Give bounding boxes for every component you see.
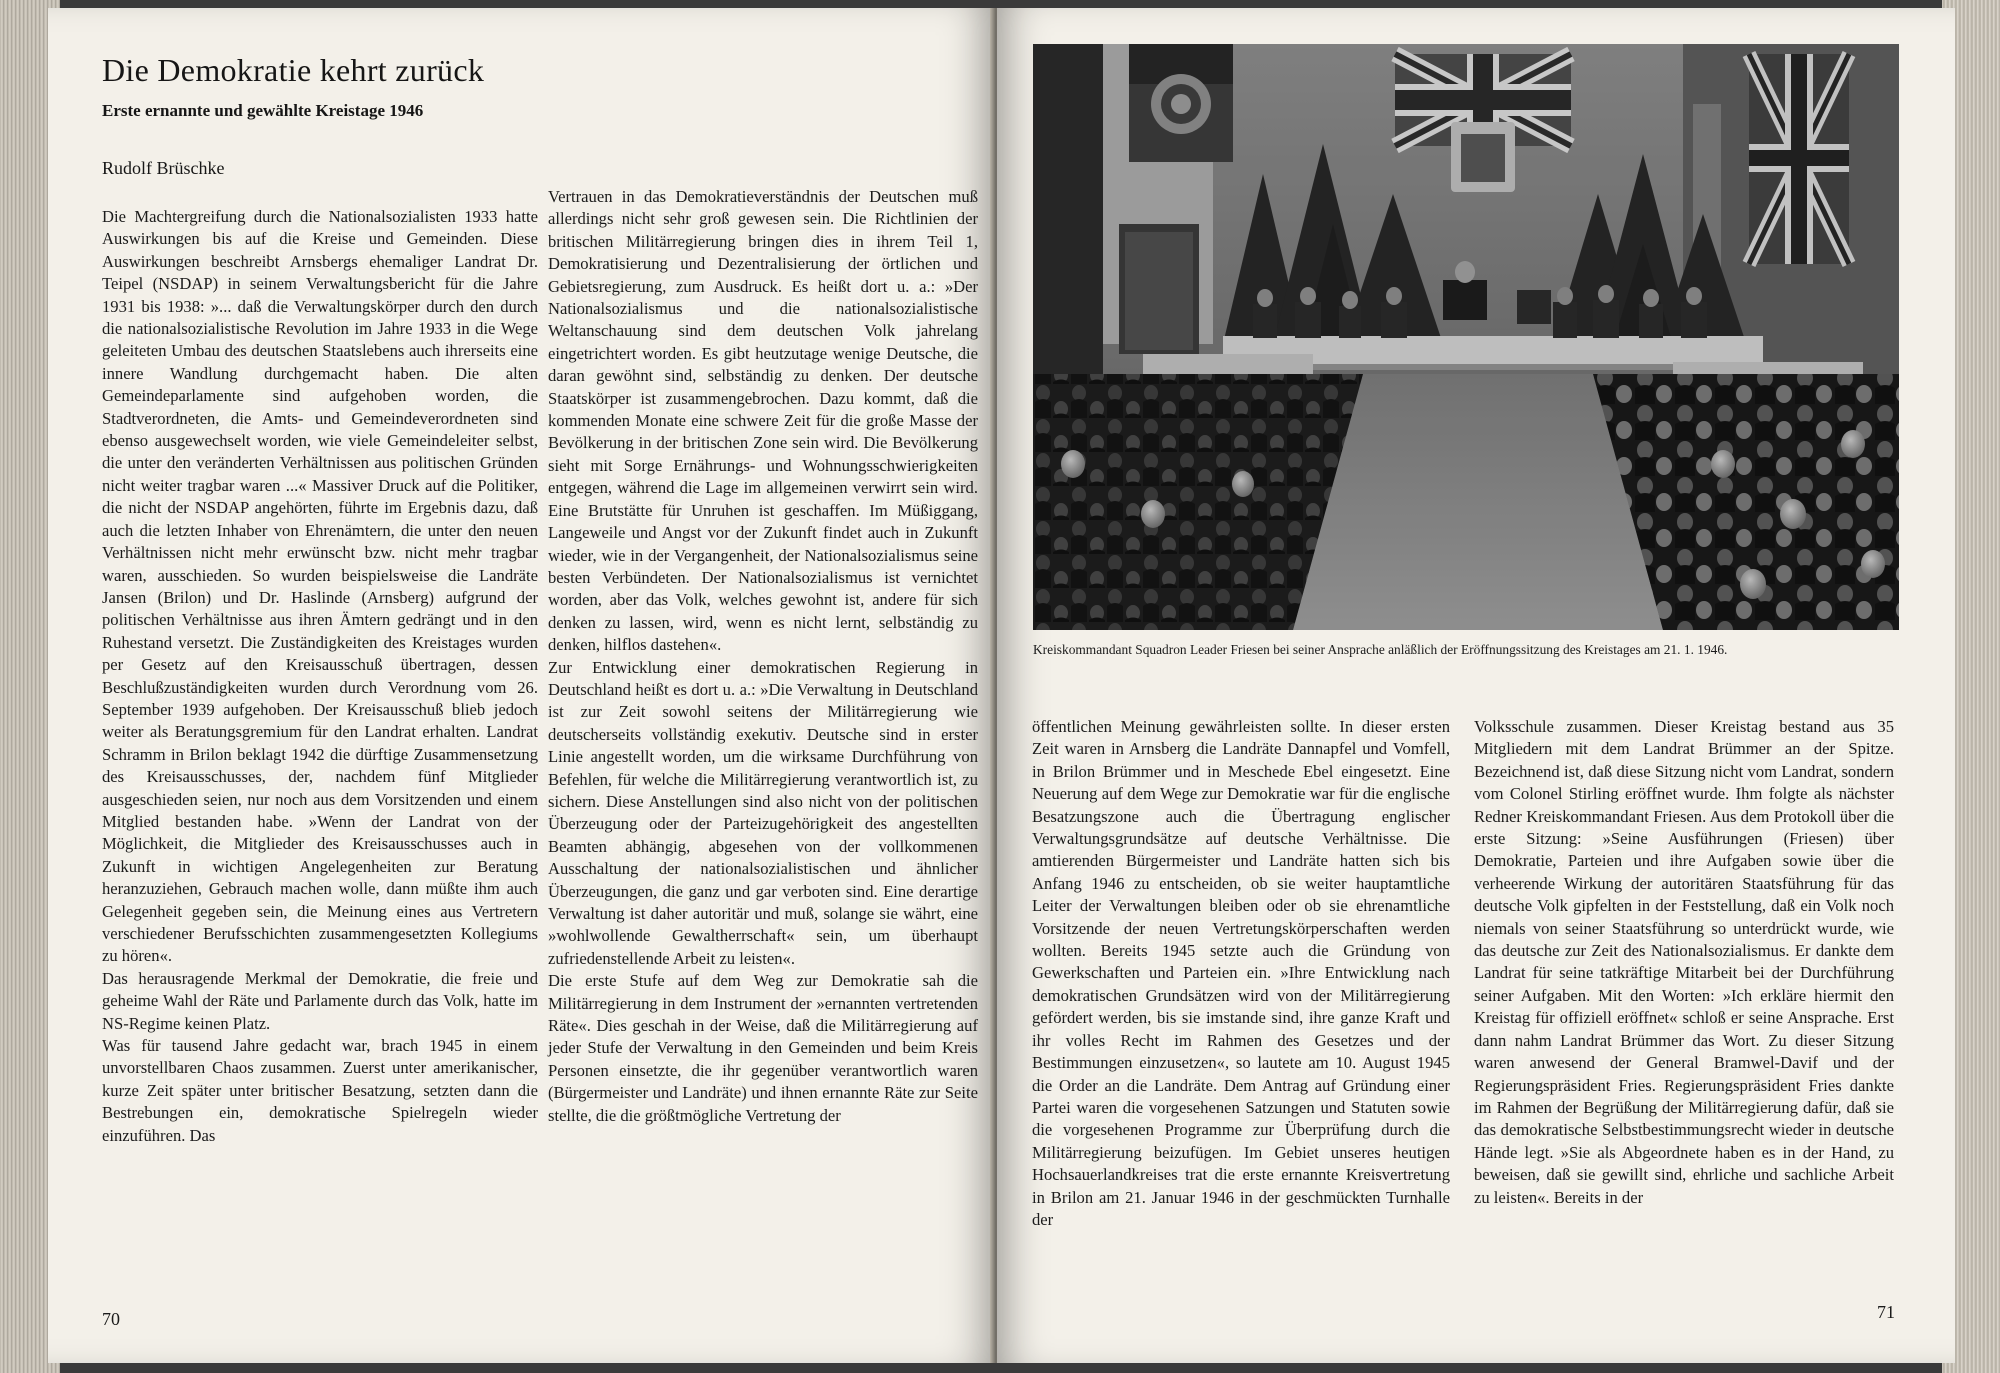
paragraph: öffentlichen Meinung gewährleisten sollte. In dieser ersten Zeit waren in Arnsberg die Landräte Dannapfel und Vomfell, in Brilon Brümmer und in Meschede Ebel eingesetzt. Eine Neuerung auf dem Wege zur Demokratie war für die englische Besatzungszone auch die Übertragung englischer Verwaltungsgrundsätze auf deutsche Verhältnisse. Die amtierenden Bürgermeister und Landräte hatten sich bis Anfang 1946 zu entscheiden, ob sie weiter hauptamtliche Leiter der Verwaltungen bleiben oder ob sie ehrenamtliche Vorsitzende der neuen Vertretungskörperschaften werden wollten. Bereits 1945 setzte auch die Gründung von Gewerkschaften und Parteien ein. »Ihre Entwicklung nach demokratischen Grundsätzen wird von der Militärregierung gefördert werden, bis sie imstande sind, ihre ganze Kraft und ihr volles Recht im Rahmen des Gesetzes und der Bestimmungen einzusetzen«, so lautete am 10. August 1945 die Order an die Landräte. Dem Antrag auf Gründung einer Partei waren die vorgesehenen Satzungen und Statuten sowie die vorgesehenen Programme zur Überprüfung durch die Militärregierung beizufügen. Im Gebiet unseres heutigen Hochsauerlandkreises trat die erste ernannte Kreisvertretung in Brilon am 21. Januar 1946 in der geschmückten Turnhalle der [1032,717,1450,1229]
right-page [997,8,1955,1363]
paragraph: Was für tausend Jahre gedacht war, brach 1945 in einem unvorstellbaren Chaos zusammen. Zuerst unter amerikanischer, kurze Zeit später unter britischer Besatzung, setzten dann die Bestrebungen ein, demokratische Spielregeln wieder einzuführen. Das [102,1036,538,1145]
article-subtitle: Erste ernannte und gewählte Kreistage 1946 [102,101,424,120]
paragraph: Die erste Stufe auf dem Weg zur Demokratie sah die Militärregierung in dem Instrument der »ernannten vertretenden Räte«. Dies geschah in der Weise, daß die Militärregierung auf jeder Stufe der Verwaltung in den Gemeinden und beim Kreis Personen einsetzte, die ihr gegenüber verantwortlich waren (Bürgermeister und Landräte) und ihnen ernannte Räte zur Seite stellte, die die größtmögliche Vertretung der [548,971,978,1125]
right-column-2 [1474,716,1894,1209]
kreistag-session-photo [1033,44,1899,630]
right-column-1 [1032,716,1450,1231]
left-page [48,8,993,1363]
paragraph: Vertrauen in das Demokratieverständnis der Deutschen muß allerdings nicht sehr groß gewesen sein. Die Richtlinien der britischen Militärregierung bringen dies in ihrem Teil 1, Demokratisierung und Dezentralisierung der örtlichen und Gebietsregierung, zum Ausdruck. Es heißt dort u. a.: »Der Nationalsozialismus und die nationalsozialistische Weltanschauung sind dem deutschen Volk jahrelang eingetrichtert worden. Es gibt heutzutage wenige Deutsche, die daran gewöhnt sind, selbständig zu denken. Der deutsche Staatskörper ist zusammengebrochen. Dazu kommt, daß die kommenden Monate eine schwere Zeit für die große Masse der Bevölkerung in der britischen Zone sein wird. Die Bevölkerung sieht mit Sorge Ernährungs- und Wohnungsschwierigkeiten entgegen, während die Lage im allgemeinen verwirrt sein wird. Eine Brutstätte für Unruhen ist geschaffen. Im Müßiggang, Langeweile und Angst vor der Zukunft findet auch in Zukunft wieder, wie in der Vergangenheit, der Nationalsozialismus seine besten Verbündeten. Der Nationalsozialismus ist vernichtet worden, aber das Volk, welches gewohnt ist, andere für sich denken zu lassen, wird, wenn es nicht lernt, selbständig zu denken, hilflos dastehen«. [548,187,978,655]
paragraph: Volksschule zusammen. Dieser Kreistag bestand aus 35 Mitgliedern mit dem Landrat Brümmer an der Spitze. Bezeichnend ist, daß diese Sitzung nicht vom Landrat, sondern vom Colonel Stirling eröffnet wurde. Ihm folgte als nächster Redner Kreiskommandant Friesen. Aus dem Protokoll über die erste Sitzung: »Seine Ausführungen (Friesen) über Demokratie, Parteien und ihre Aufgaben sowie über die verheerende Wirkung der autoritären Staatsführung für das deutsche Volk gipfelten in der Feststellung, daß ein Volk noch niemals von seiner Staatsführung so unterdrückt wurde, wie das deutsche zur Zeit des Nationalsozialismus. Er dankte dem Landrat für seine tatkräftige Mitarbeit bei der Durchführung seiner Aufgaben. Mit den Worten: »Ich erkläre hiermit den Kreistag für offiziell eröffnet« schloß er seine Ansprache. Erst dann nahm Landrat Brümmer das Wort. Zu dieser Sitzung waren anwesend der General Bramwel-Davif und der Regierungspräsident Fries. Regierungspräsident Fries dankte im Rahmen der Begrüßung der Militärregierung dafür, daß sie das demokratische Selbstbestimmungsrecht wieder in deutsche Hände legt. »Sie als Abgeordnete haben es in der Hand, zu beweisen, daß sie gewillt sind, ehrliche und sachliche Arbeit zu leisten«. Bereits in der [1474,717,1894,1207]
article-author: Rudolf Brüschke [102,158,225,178]
page-number-right: 71 [1877,1302,1895,1322]
paragraph: Die Machtergreifung durch die Nationalsozialisten 1933 hatte Auswirkungen bis auf die Kreise und Gemeinden. Diese Auswirkungen beschreibt Arnsbergs ehemaliger Landrat Dr. Teipel (NSDAP) in seinem Verwaltungsbericht für die Jahre 1931 bis 1938: »... daß die Verwaltungskörper durch den durch die nationalsozialistische Revolution im Jahre 1933 in die Wege geleiteten Umbau des deutschen Staatslebens auch ihrerseits eine innere Wandlung durchgemacht haben. Die alten Gemeindeparlamente sind aufgehoben worden, die Stadtverordneten, die Amts- und Gemeindeverordneten sind ebenso ausgewechselt worden, wie viele Gemeindeleiter selbst, die unter den veränderten Verhältnissen aus politischen Gründen nicht weiter tragbar waren ...« Massiver Druck auf die Politiker, die nicht der NSDAP angehörten, führte im Ergebnis dazu, daß auch die letzten Inhaber von Ehrenämtern, die unter den neuen Verhältnissen nicht mehr erwünscht bzw. nicht mehr tragbar waren, ausschieden. So wurden beispielsweise die Landräte Jansen (Brilon) und Dr. Haslinde (Arnsberg) aufgrund der politischen Verhältnisse aus ihren Ämtern gedrängt und in den Ruhestand versetzt. Die Zuständigkeiten des Kreistages wurden per Gesetz auf den Kreisausschuß übertragen, dessen Beschlußzuständigkeiten wurden durch Verordnung vom 26. September 1939 aufgehoben. Der Kreisausschuß blieb jedoch weiter als Beratungsgremium für den Landrat erhalten. Landrat Schramm in Brilon beklagt 1942 die dürftige Zusammensetzung des Kreisausschusses, der, nachdem fünf Mitglieder ausgeschieden seien, nur noch aus dem Vorsitzenden und einem Mitglied bestanden habe. »Wenn der Landrat von der Möglichkeit, die Mitglieder des Kreisausschusses auch in Zukunft in wichtigen Angelegenheiten zur Beratung heranzuziehen, Gebrauch machen wolle, dann müßte ihm auch Gelegenheit gegeben sein, die Meinung eines aus Vertretern verschiedener Berufsschichten zusammengesetzten Kollegiums zu hören«. [102,207,538,966]
paragraph: Das herausragende Merkmal der Demokratie, die freie und geheime Wahl der Räte und Parlamente durch das Volk, hatte im NS-Regime keinen Platz. [102,968,538,1033]
article-title: Die Demokratie kehrt zurück [102,52,485,88]
paragraph: Zur Entwicklung einer demokratischen Regierung in Deutschland heißt es dort u. a.: »Die Verwaltung in Deutschland ist zur Zeit sowohl seitens der Militärregierung wie deutscherseits vollständig exekutiv. Deutsche sind in erster Linie angestellt worden, um die wirksame Durchführung von Befehlen, für welche die Militärregierung verantwortlich ist, zu sichern. Diese Anstellungen sind also nicht von der politischen Überzeugung oder der Parteizugehörigkeit des angestellten Beamten abhängig, abgesehen von der vollkommenen Ausschaltung der nationalsozialistischen und ähnlicher Überzeugungen, die ganz und gar verboten sind. Eine derartige Verwaltung ist daher autoritär und muß, solange sie währt, eine »wohlwollende Gewaltherrschaft« sein, um überhaupt zufriedenstellende Arbeit zu leisten«. [548,657,978,968]
left-column-1 [102,206,538,1147]
photo-caption: Kreiskommandant Squadron Leader Friesen bei seiner Ansprache anläßlich der Eröffnungssitzung des Kreistages am 21. 1. 1946. [1033,642,1728,657]
left-column-2 [548,186,978,1127]
page-number-left: 70 [102,1309,120,1329]
